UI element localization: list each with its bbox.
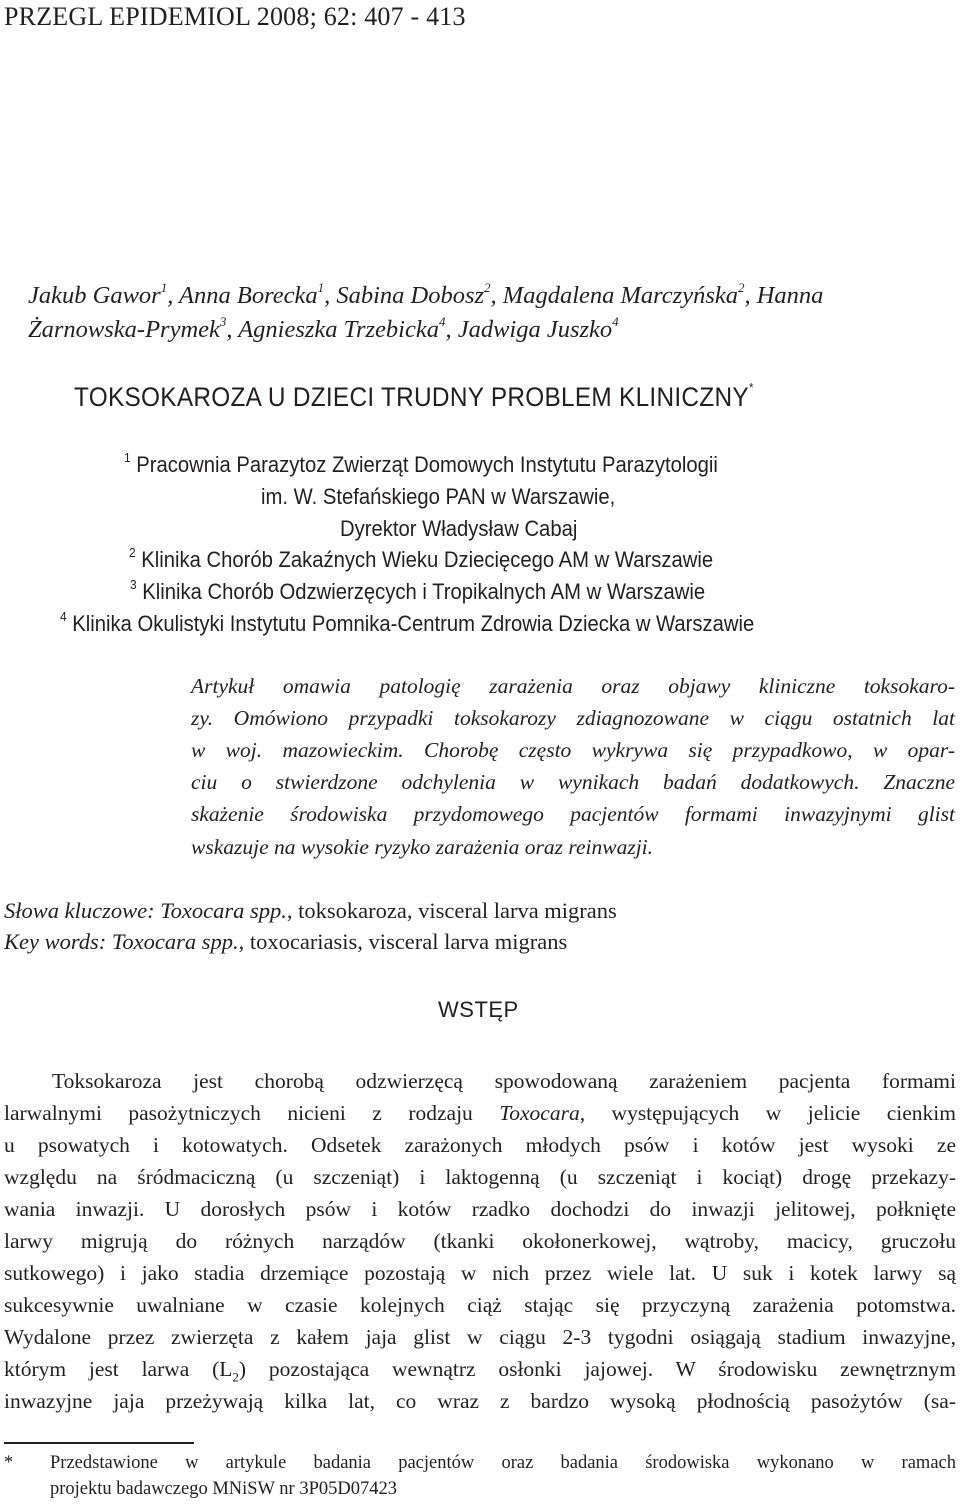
abstract-line: zy. Omówiono przypadki toksokarozy zdiagnozowane w ciągu ostatnich lat: [191, 706, 955, 730]
body-line: [4, 1353, 956, 1385]
body-line: [4, 1257, 956, 1289]
body-text-run: Wydalone przez zwierzęta z kałem jaja glist w ciągu 2-3 tygodni osiągają stadium inwazyjne,: [4, 1325, 956, 1349]
body-text-run: sutkowego) i jako stadia drzemiące pozostają w nich przez wiele lat. U suk i kotek larwy są: [4, 1261, 956, 1285]
affiliation-1: [124, 452, 718, 478]
authors-line-1: [28, 282, 823, 310]
affiliation-text: Pracownia Parazytoz Zwierząt Domowych Instytutu Parazytologii: [136, 452, 718, 477]
article-title-text: TOKSOKAROZA U DZIECI TRUDNY PROBLEM KLINICZNY: [74, 382, 749, 412]
subscript: 2: [232, 1369, 239, 1385]
author-name: Jadwiga Juszko: [457, 316, 613, 343]
genus-name: Toxocara: [499, 1101, 580, 1125]
keywords-polish: [4, 898, 617, 924]
author-separator: , Hanna: [744, 282, 824, 309]
footnote-line-2: projektu badawczego MNiSW nr 3P05D07423: [50, 1479, 397, 1499]
affiliation-mark: 1: [124, 450, 131, 465]
affiliation-1-cont: [261, 484, 615, 510]
body-line: [4, 1225, 956, 1257]
affiliation-3: [130, 579, 705, 605]
body-text-run: u psowatych i kotowatych. Odsetek zarażonych młodych psów i kotów jest wysoki ze: [4, 1133, 956, 1157]
authors-line-2: [28, 316, 619, 344]
affiliation-1-director: [340, 516, 577, 542]
body-line: [4, 1161, 956, 1193]
author-name: Jakub Gawor: [28, 282, 161, 309]
affiliation-mark: 3: [130, 577, 137, 592]
abstract-line: skażenie środowiska przydomowego pacjentów formami inwazyjnymi glist: [191, 802, 955, 826]
body-line: [4, 1385, 956, 1417]
body-text-run: larwalnymi pasożytniczych nicieni z rodzaju: [4, 1101, 500, 1125]
footnote-mark: *: [4, 1453, 14, 1473]
affiliation-4: [60, 611, 754, 637]
abstract-line: wskazuje na wysokie ryzyko zarażenia oraz reinwazji.: [191, 835, 654, 859]
abstract-line: Artykuł omawia patologię zarażenia oraz objawy kliniczne toksokaro-: [191, 674, 955, 698]
author-name: Agnieszka Trzebicka: [238, 316, 439, 343]
body-text-run: inwazyjne jaja przeżywają kilka lat, co wraz z bardzo wysoką płodnością pasożytów (sa-: [4, 1389, 956, 1413]
footnote-rule: [4, 1442, 194, 1444]
author-affiliation-mark: 4: [438, 314, 446, 329]
section-heading: WSTĘP: [438, 997, 519, 1022]
author-name: Anna Borecka: [179, 282, 318, 309]
body-text-run: Toksokaroza jest chorobą odzwierzęcą spowodowaną zarażeniem pacjenta formami: [52, 1069, 956, 1093]
body-text-run: larwy migrują do różnych narządów (tkanki okołonerkowej, wątroby, macicy, gruczołu: [4, 1229, 956, 1253]
body-line: [4, 1289, 956, 1321]
keywords-english: [4, 929, 567, 955]
affiliation-text: Klinika Chorób Zakaźnych Wieku Dziecięcego AM w Warszawie: [141, 547, 714, 572]
affiliation-text: im. W. Stefańskiego PAN w Warszawie,: [261, 484, 616, 509]
affiliation-mark: 2: [129, 545, 136, 560]
author-separator: ,: [167, 282, 180, 309]
body-text-run: , występujących w jelicie cienkim: [579, 1101, 956, 1125]
keywords-list: , toksokaroza, visceral larva migrans: [286, 898, 617, 923]
body-line: [4, 1321, 956, 1353]
body-text-run: względu na śródmaciczną (u szczeniąt) i laktogenną (u szczeniąt i kociąt) drogę przekazy-: [4, 1165, 956, 1189]
author-name: Żarnowska-Prymek: [28, 316, 220, 343]
body-line: [4, 1129, 956, 1161]
author-separator: ,: [226, 316, 239, 343]
body-text-run: wania inwazji. U dorosłych psów i kotów rzadko dochodzi do inwazji jelitowej, połknięte: [4, 1197, 956, 1221]
abstract-line: w woj. mazowieckim. Chorobę często wykrywa się przypadkowo, w opar-: [191, 738, 955, 762]
keywords-label: Słowa kluczowe: Toxocara spp.: [4, 898, 287, 923]
body-line: [4, 1193, 956, 1225]
affiliation-text: Klinika Chorób Odzwierzęcych i Tropikalnych AM w Warszawie: [142, 579, 706, 604]
affiliation-text: Klinika Okulistyki Instytutu Pomnika-Centrum Zdrowia Dziecka w Warszawie: [72, 611, 755, 636]
abstract-line: ciu o stwierdzone odchylenia w wynikach badań dodatkowych. Znaczne: [191, 770, 955, 794]
author-name: Sabina Dobosz: [336, 282, 485, 309]
keywords-label: Key words: Toxocara spp.: [4, 929, 239, 954]
author-affiliation-mark: 4: [612, 314, 619, 329]
author-affiliation-mark: 1: [317, 280, 325, 295]
author-separator: ,: [490, 282, 503, 309]
author-separator: ,: [445, 316, 458, 343]
body-line: [4, 1065, 956, 1097]
author-name: Magdalena Marczyńska: [502, 282, 738, 309]
affiliation-text: Dyrektor Władysław Cabaj: [340, 516, 578, 541]
body-text-run: którym jest larwa (L: [4, 1357, 233, 1381]
author-separator: ,: [324, 282, 337, 309]
body-text-run: sukcesywnie uwalniane w czasie kolejnych ciąż stając się przyczyną zarażenia potomstwa.: [4, 1293, 956, 1317]
body-line: [4, 1097, 956, 1129]
author-affiliation-mark: 3: [219, 314, 227, 329]
affiliation-mark: 4: [60, 609, 67, 624]
keywords-list: , toxocariasis, visceral larva migrans: [238, 929, 568, 954]
article-title: [74, 382, 754, 413]
author-affiliation-mark: 2: [484, 280, 491, 295]
author-affiliation-mark: 2: [737, 280, 745, 295]
title-footnote-mark: *: [748, 380, 754, 395]
journal-reference: PRZEGL EPIDEMIOL 2008; 62: 407 - 413: [4, 2, 466, 31]
body-text-run: ) pozostająca wewnątrz osłonki jajowej. W środowisku zewnętrznym: [238, 1357, 956, 1381]
affiliation-2: [129, 547, 713, 573]
footnote-line-1: Przedstawione w artykule badania pacjentów oraz badania środowiska wykonano w ramach: [50, 1453, 956, 1473]
author-affiliation-mark: 1: [160, 280, 168, 295]
